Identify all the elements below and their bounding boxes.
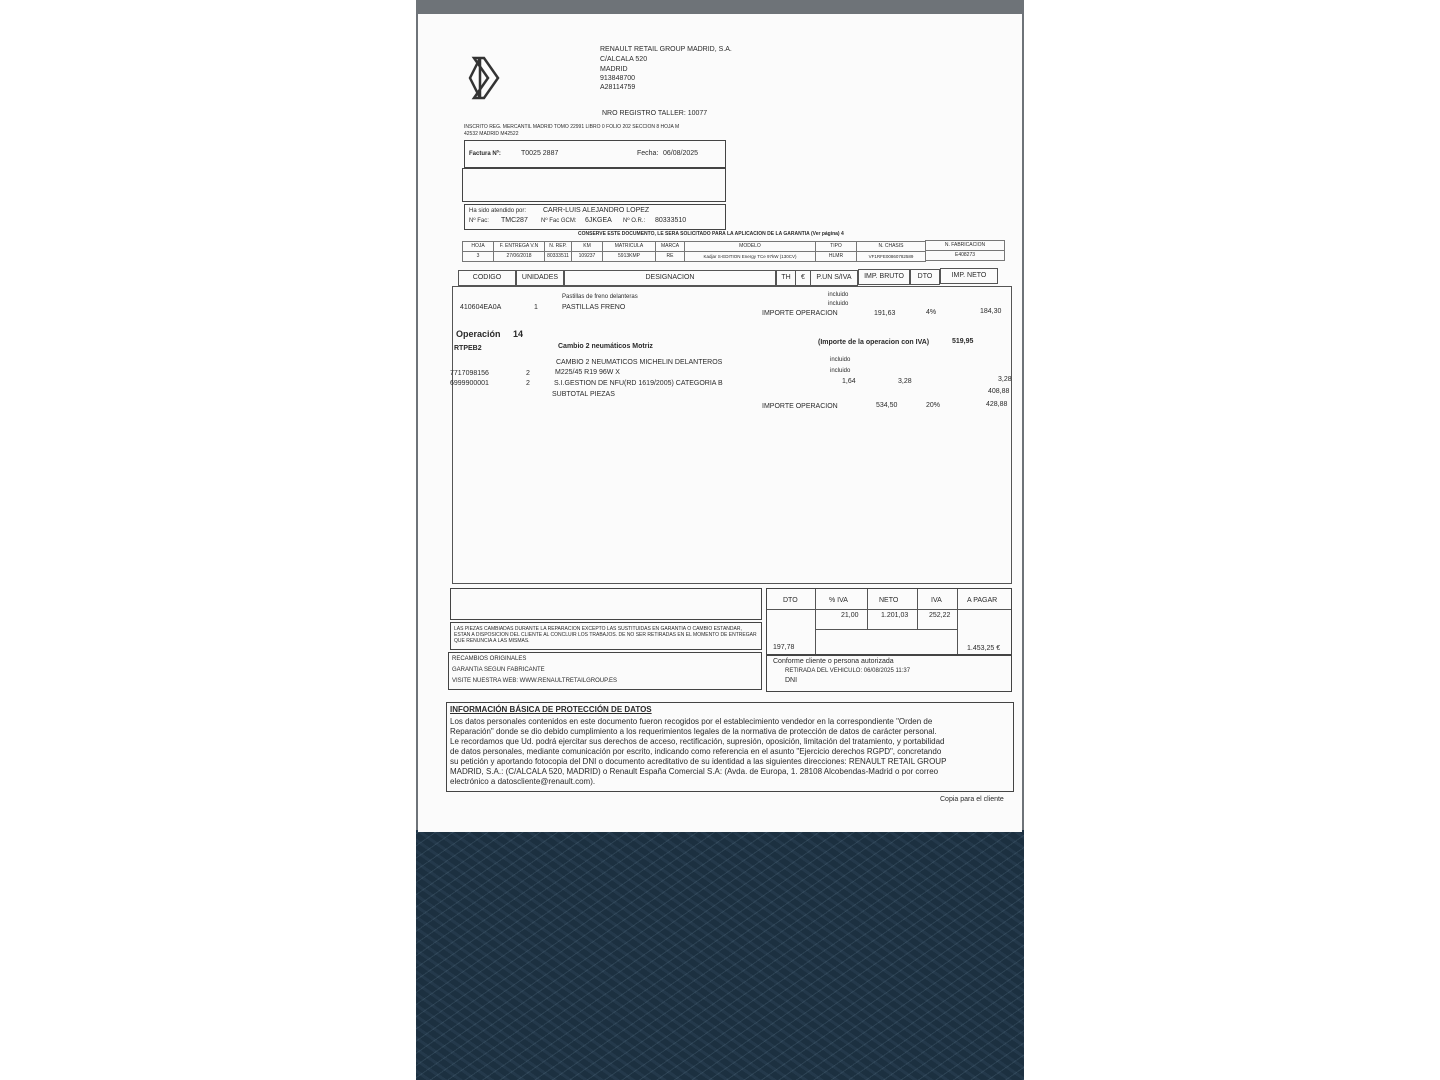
totals-divider bbox=[815, 589, 816, 655]
vehicle-cell: 80333511 bbox=[544, 251, 572, 262]
line-included: incluido bbox=[828, 301, 849, 307]
company-street: C/ALCALA 520 bbox=[600, 56, 648, 63]
line-importe-label: IMPORTE OPERACION bbox=[762, 310, 838, 317]
line-dto: 20% bbox=[926, 402, 941, 409]
totals-header-divider bbox=[767, 609, 1011, 610]
vehicle-header: F. ENTREGA V.N bbox=[493, 241, 545, 252]
privacy-line: Le recordamos que Ud. podrá ejercitar sus derechos de acceso, rectificación, supresión, oposición, limitación del tratamiento, y portabilidad bbox=[450, 737, 945, 746]
attended-or: 80333510 bbox=[655, 217, 687, 224]
vehicle-header: TIPO bbox=[815, 241, 857, 252]
attended-name: CARR-LUIS ALEJANDRO LOPEZ bbox=[543, 207, 650, 214]
vehicle-header: MODELO bbox=[684, 241, 816, 252]
privacy-line: Reparación" donde se dio debido cumplimiento a los requerimientos legales de la normativa de protección de datos de carácter personal. bbox=[450, 727, 937, 736]
totals-iva-header: IVA bbox=[931, 597, 942, 604]
line-units: 2 bbox=[526, 380, 530, 387]
line-name: S.I.GESTION DE NFU(RD 1619/2005) CATEGORIA B bbox=[554, 380, 723, 387]
invoice-number-label: Factura Nº: bbox=[469, 151, 501, 157]
totals-dto: 197,78 bbox=[773, 644, 795, 651]
totals-divider bbox=[867, 589, 868, 629]
totals-neto-header: NETO bbox=[879, 597, 899, 604]
col-codigo: CODIGO bbox=[458, 270, 516, 286]
company-city: MADRID bbox=[600, 66, 628, 73]
operation-title: Cambio 2 neumáticos Motriz bbox=[558, 343, 653, 350]
vehicle-cell: Kadjar S-EDITION Energy TCe 97kW (130CV) bbox=[684, 251, 816, 262]
vehicle-cell: 5913KMP bbox=[602, 251, 656, 262]
vehicle-cell: VF1RFE00860782589 bbox=[856, 251, 926, 262]
attended-fac-label: Nº Fac: bbox=[469, 218, 489, 224]
retirada-text: RETIRADA DEL VEHICULO: 06/08/2025 11:37 bbox=[785, 668, 911, 674]
attended-fec-label: Nº Fac GCM: bbox=[541, 218, 577, 224]
totals-divider bbox=[917, 589, 918, 629]
line-units: 2 bbox=[526, 370, 530, 377]
line-importe-label: IMPORTE OPERACION bbox=[762, 403, 838, 410]
line-name: M225/45 R19 96W X bbox=[555, 369, 620, 376]
vehicle-header: MARCA bbox=[655, 241, 685, 252]
operation-label: Operación bbox=[456, 329, 501, 339]
operation-number: 14 bbox=[513, 329, 524, 339]
company-phone: 913848700 bbox=[600, 75, 636, 82]
totals-iva: 252,22 bbox=[929, 612, 951, 619]
col-designacion: DESIGNACION bbox=[564, 270, 776, 286]
vehicle-cell: HLMR bbox=[815, 251, 857, 262]
line-code: 7717098156 bbox=[450, 370, 489, 377]
vehicle-cell: 3 bbox=[462, 251, 494, 262]
line-desc: Pastillas de freno delanteras bbox=[562, 294, 638, 300]
photo-background bbox=[416, 0, 1024, 1080]
attended-label: Ha sido atendido por: bbox=[469, 208, 527, 214]
vehicle-cell: 27/06/2018 bbox=[493, 251, 545, 262]
fabric-pattern bbox=[416, 830, 1024, 1080]
attended-fac: TMC287 bbox=[501, 217, 528, 224]
col-neto: IMP. NETO bbox=[940, 268, 998, 284]
vehicle-header: N. REP. bbox=[544, 241, 572, 252]
privacy-box bbox=[446, 702, 1014, 792]
parts-notice-box bbox=[450, 622, 762, 650]
line-name: PASTILLAS FRENO bbox=[562, 304, 626, 311]
warranty-box bbox=[448, 652, 762, 690]
items-body bbox=[452, 286, 1012, 584]
web-text: VISITE NUESTRA WEB: WWW.RENAULTRETAILGROUP.ES bbox=[452, 678, 618, 684]
privacy-title: INFORMACIÓN BÁSICA DE PROTECCIÓN DE DATOS bbox=[450, 705, 652, 714]
totals-iva-pct-header: % IVA bbox=[829, 597, 848, 604]
subtotal-label: SUBTOTAL PIEZAS bbox=[552, 391, 615, 398]
totals-pagar-header: A PAGAR bbox=[967, 597, 998, 604]
privacy-line: electrónico a datoscliente@renault.com). bbox=[450, 777, 596, 786]
registry-workshop: NRO REGISTRO TALLER: 10077 bbox=[602, 110, 708, 117]
line-code: 6999900001 bbox=[450, 380, 489, 387]
line-dto: 4% bbox=[926, 309, 937, 316]
line-neto: 184,30 bbox=[980, 308, 1002, 315]
line-units: 1 bbox=[534, 304, 538, 311]
privacy-line: de datos personales, mediante comunicación por escrito, indicando como referencia en el asunto "Ejercicio derechos RGPD", concretando bbox=[450, 747, 942, 756]
col-unidades: UNIDADES bbox=[516, 270, 564, 286]
privacy-line: su petición y aportando fotocopia del DNI o documento acreditativo de su identidad a las siguientes direcciones: RENAULT RETAIL GROUP bbox=[450, 757, 947, 766]
line-neto: 3,28 bbox=[998, 376, 1012, 383]
signature-box bbox=[766, 654, 1012, 692]
parts-notice: LAS PIEZAS CAMBIADAS DURANTE LA REPARACION EXCEPTO LAS SUSTITUIDAS EN GARANTIA O CAMBIO ESTANDAR, ESTAN A DISPOSICION DEL CLIENTE AL CONCLUIR LOS TRABAJOS. DE NO SER RETIRADAS EN EL MOMENTO DE ENTREGAR QUE RENUNCIA A LAS MISMAS. bbox=[454, 626, 757, 644]
vehicle-header: HOJA bbox=[462, 241, 494, 252]
line-bruto: 191,63 bbox=[874, 310, 896, 317]
line-neto: 428,88 bbox=[986, 401, 1008, 408]
privacy-line: Los datos personales contenidos en este documento fueron recogidos por el establecimiento vendedor en la correspondiente "Orden de bbox=[450, 717, 933, 726]
conserve-notice: CONSERVE ESTE DOCUMENTO, LE SERA SOLICITADO PARA LA APLICACION DE LA GARANTIA (Ver página) 4 bbox=[578, 231, 844, 237]
garantia-text: GARANTIA SEGUN FABRICANTE bbox=[452, 667, 545, 673]
vehicle-header: KM bbox=[571, 241, 603, 252]
line-bruto: 3,28 bbox=[898, 378, 912, 385]
col-eur: € bbox=[795, 270, 811, 286]
col-th: TH bbox=[776, 270, 796, 286]
observations-box bbox=[450, 588, 762, 620]
line-code: 410604EA0A bbox=[460, 304, 502, 311]
registry-mercantile-1: INSCRITO REG. MERCANTIL MADRID TOMO 22991 LIBRO 0 FOLIO 202 SECCION 8 HOJA M bbox=[464, 124, 680, 130]
totals-neto: 1.201,03 bbox=[881, 612, 909, 619]
invoice-date-label: Fecha: bbox=[637, 150, 659, 157]
totals-pagar: 1.453,25 € bbox=[967, 645, 1001, 652]
vehicle-header: N. CHASIS bbox=[856, 241, 926, 252]
renault-logo bbox=[462, 56, 502, 100]
operation-code: RTPEB2 bbox=[454, 345, 482, 352]
totals-divider bbox=[957, 589, 958, 655]
totals-box bbox=[766, 588, 1012, 656]
col-bruto: IMP. BRUTO bbox=[858, 269, 910, 285]
registry-mercantile-2: 42532 MADRID M42522 bbox=[464, 131, 519, 137]
vehicle-cell: 109237 bbox=[571, 251, 603, 262]
invoice-date: 06/08/2025 bbox=[663, 150, 699, 157]
vehicle-cell: RE bbox=[655, 251, 685, 262]
company-cif: A28114759 bbox=[600, 84, 636, 91]
invoice-paper bbox=[418, 14, 1022, 832]
line-included: incluido bbox=[830, 368, 851, 374]
attended-box bbox=[464, 204, 726, 230]
privacy-line: MADRID, S.A.: (C/ALCALA 520, MADRID) o Renault España Comercial S.A: (Avda. de Europa, 1. 28108 Alcobendas-Madrid o por correo bbox=[450, 767, 939, 776]
footer-copy: Copia para el cliente bbox=[940, 796, 1004, 803]
client-box bbox=[462, 168, 726, 202]
totals-dto-header: DTO bbox=[783, 597, 798, 604]
line-bruto: 534,50 bbox=[876, 402, 898, 409]
subtotal-value: 408,88 bbox=[988, 388, 1010, 395]
company-name: RENAULT RETAIL GROUP MADRID, S.A. bbox=[600, 46, 732, 53]
totals-iva-pct: 21,00 bbox=[841, 612, 859, 619]
line-included: incluido bbox=[830, 357, 851, 363]
line-desc: CAMBIO 2 NEUMATICOS MICHELIN DELANTEROS bbox=[556, 359, 723, 366]
conforme-text: Conforme cliente o persona autorizada bbox=[773, 658, 894, 665]
recambios-text: RECAMBIOS ORIGINALES bbox=[452, 656, 527, 662]
vehicle-header: N. FABRICACION bbox=[925, 240, 1005, 251]
vehicle-cell: E408273 bbox=[925, 250, 1005, 261]
dni-label: DNI bbox=[785, 677, 798, 684]
totals-divider bbox=[815, 629, 957, 630]
operation-total: 519,95 bbox=[952, 338, 974, 345]
invoice-number-box bbox=[464, 140, 726, 168]
invoice-number: T0025 2887 bbox=[521, 150, 559, 157]
vehicle-header: MATRICULA bbox=[602, 241, 656, 252]
line-pun: 1,64 bbox=[842, 378, 856, 385]
col-dto: DTO bbox=[910, 269, 940, 285]
attended-or-label: Nº O.R.: bbox=[623, 218, 646, 224]
attended-fec: 6JKGEA bbox=[585, 217, 612, 224]
col-pun: P.UN S/IVA bbox=[810, 270, 858, 286]
line-included: incluido bbox=[828, 292, 849, 298]
operation-total-label: (Importe de la operacion con IVA) bbox=[818, 339, 930, 346]
